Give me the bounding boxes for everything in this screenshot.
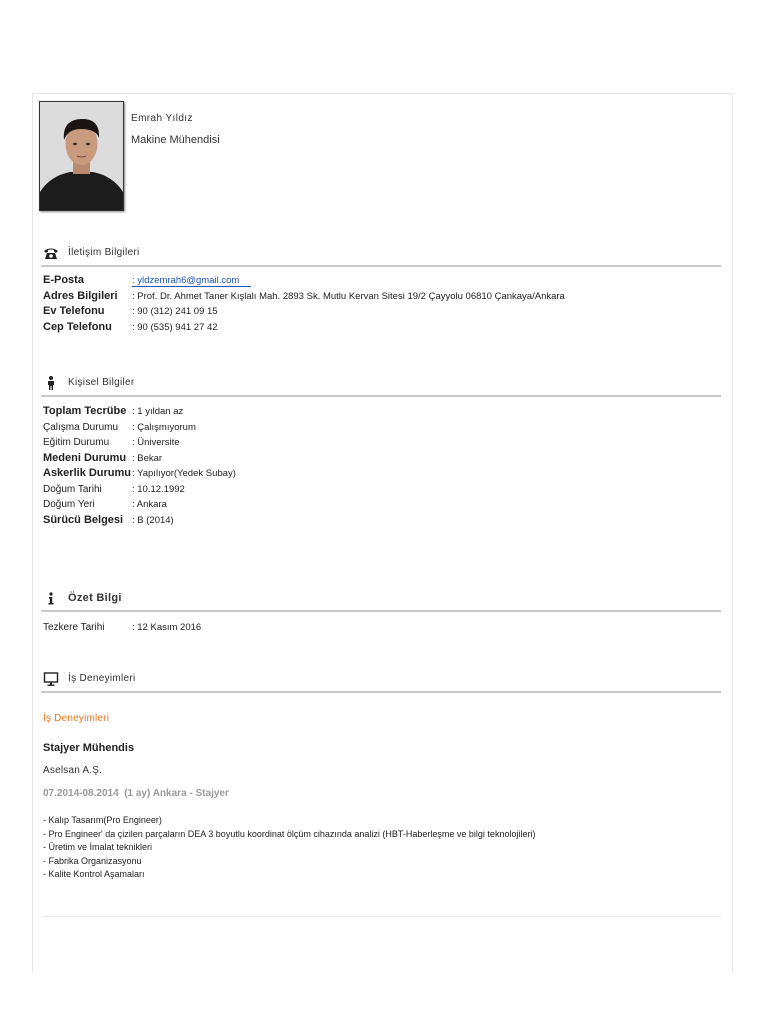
experience-subheading: İş Deneyimleri xyxy=(43,713,110,724)
row-label: Çalışma Durumu xyxy=(43,421,119,433)
section-title-summary: Özet Bilgi xyxy=(68,592,122,604)
row-label: Doğum Yeri xyxy=(43,499,95,510)
job-responsibilities xyxy=(43,814,535,882)
section-divider xyxy=(41,691,721,693)
candidate-title: Makine Mühendisi xyxy=(131,134,220,146)
row-value: : Ankara xyxy=(132,499,167,510)
row-label: E-Posta xyxy=(43,274,84,286)
section-divider xyxy=(41,395,721,397)
list-item: - Pro Engineer' da çizilen parçaların DEA 3 boyutlu koordinat ölçüm cihazında analizi (HBT-Haberleşme ve bilgi teknolojileri) xyxy=(43,828,536,839)
row-value: : Prof. Dr. Ahmet Taner Kışlalı Mah. 2893 Sk. Mutlu Kervan Sitesi 19/2 Çayyolu 06810 Çankaya/Ankara xyxy=(132,290,565,302)
row-label: Ev Telefonu xyxy=(43,305,105,317)
list-item: - Üretim ve İmalat teknikleri xyxy=(43,842,153,853)
monitor-icon xyxy=(43,671,59,687)
row-label: Askerlik Durumu xyxy=(43,467,132,479)
row-value: : Üniversite xyxy=(132,437,180,448)
section-title-contact: İletişim Bilgileri xyxy=(68,247,140,258)
section-header-contact xyxy=(43,245,721,261)
row-label: Adres Bilgileri xyxy=(43,289,118,302)
profile-photo xyxy=(39,101,124,211)
section-title-personal: Kişisel Bilgiler xyxy=(68,377,135,388)
section-header-summary xyxy=(43,590,721,606)
row-value: : 90 (535) 941 27 42 xyxy=(132,321,218,333)
company-name: Aselsan A.Ş. xyxy=(43,765,103,776)
section-header-personal xyxy=(43,375,721,391)
job-title: Stajyer Mühendis xyxy=(43,742,135,754)
row-label: Medeni Durumu xyxy=(43,451,127,464)
list-item: - Kalite Kontrol Aşamaları xyxy=(43,869,145,880)
job-dates: 07.2014-08.2014 xyxy=(43,788,119,799)
row-value: : 12 Kasım 2016 xyxy=(132,622,202,633)
section-header-experience xyxy=(43,671,721,687)
row-label: Cep Telefonu xyxy=(43,320,112,333)
row-label: Doğum Tarihi xyxy=(43,483,102,495)
job-duration-location: (1 ay) Ankara - Stajyer xyxy=(124,788,229,799)
row-label: Toplam Tecrübe xyxy=(43,405,127,417)
row-label: Eğitim Durumu xyxy=(43,437,110,448)
info-icon xyxy=(43,590,59,606)
row-value: : B (2014) xyxy=(132,514,174,526)
row-value: : Çalışmıyorum xyxy=(132,421,196,433)
list-item: - Kalıp Tasarım(Pro Engineer) xyxy=(43,815,162,825)
job-dates-line xyxy=(43,788,229,799)
telephone-icon xyxy=(43,245,59,261)
row-value: : 90 (312) 241 09 15 xyxy=(132,306,218,317)
row-value xyxy=(132,273,251,289)
candidate-name: Emrah Yıldız xyxy=(131,113,193,124)
email-link[interactable]: : yldzemrah6@gmail.com xyxy=(132,275,251,287)
section-title-experience: İş Deneyimleri xyxy=(68,673,136,684)
section-divider xyxy=(41,265,721,267)
row-label: Tezkere Tarihi xyxy=(43,622,105,633)
row-value: : Yapılıyor(Yedek Subay) xyxy=(132,468,236,479)
bottom-divider xyxy=(43,916,721,917)
row-value: : 10.12.1992 xyxy=(132,483,185,495)
list-item: - Fabrika Organizasyonu xyxy=(43,855,142,866)
person-icon xyxy=(43,375,59,391)
row-value: : Bekar xyxy=(132,452,163,464)
section-divider xyxy=(41,610,721,612)
row-value: : 1 yıldan az xyxy=(132,406,184,417)
row-label: Sürücü Belgesi xyxy=(43,513,124,526)
